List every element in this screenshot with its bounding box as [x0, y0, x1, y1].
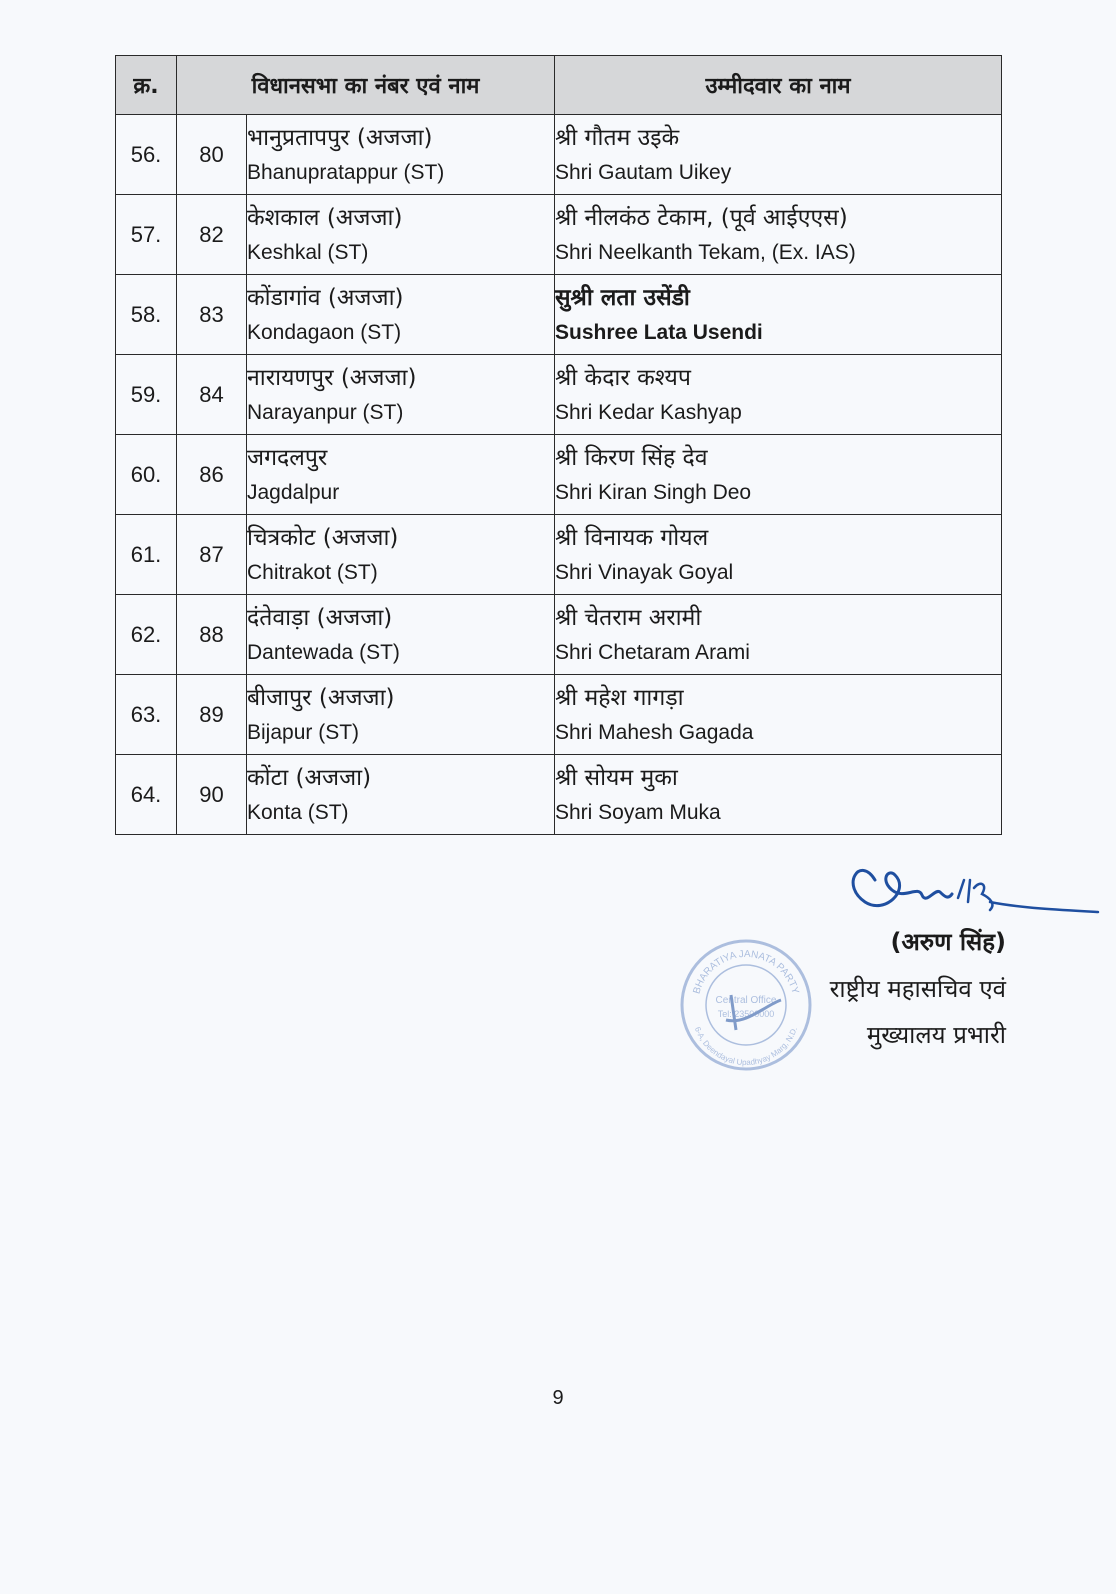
constituency-name-cell: [247, 275, 555, 355]
constituency-name-english: Konta (ST): [247, 800, 349, 824]
constituency-number-cell: 80: [177, 115, 247, 195]
serial-cell: 62.: [116, 595, 177, 675]
constituency-name-cell: [247, 195, 555, 275]
constituency-number-cell: 83: [177, 275, 247, 355]
table-row: [116, 355, 1002, 435]
serial-cell: 64.: [116, 755, 177, 835]
candidate-name-cell: [555, 755, 1002, 835]
table-row: [116, 515, 1002, 595]
header-constituency: विधानसभा का नंबर एवं नाम: [177, 56, 555, 115]
header-candidate: उम्मीदवार का नाम: [555, 56, 1002, 115]
candidate-name-hindi: श्री गौतम उइके: [555, 124, 680, 151]
svg-text:6-A, Deendayal Upadhyay Marg,: 6-A, Deendayal Upadhyay Marg, N.D.: [692, 1025, 800, 1068]
serial-cell: 58.: [116, 275, 177, 355]
candidate-name-cell: [555, 195, 1002, 275]
constituency-name-cell: [247, 515, 555, 595]
table-row: [116, 195, 1002, 275]
candidate-name-hindi: श्री नीलकंठ टेकाम, (पूर्व आईएएस): [555, 204, 848, 231]
serial-cell: 61.: [116, 515, 177, 595]
constituency-number-cell: 82: [177, 195, 247, 275]
candidate-name-cell: [555, 115, 1002, 195]
page-number: 9: [552, 1387, 564, 1409]
constituency-name-hindi: दंतेवाड़ा (अजजा): [247, 604, 393, 631]
candidate-name-hindi: श्री केदार कश्यप: [555, 364, 691, 391]
table-body: [116, 115, 1002, 835]
svg-text:Central Office: Central Office: [715, 995, 777, 1006]
serial-cell: 59.: [116, 355, 177, 435]
table-row: [116, 275, 1002, 355]
table-row: [116, 115, 1002, 195]
constituency-name-english: Keshkal (ST): [247, 240, 369, 264]
party-office-stamp: [676, 935, 816, 1075]
candidate-name-hindi: श्री महेश गागड़ा: [555, 684, 684, 711]
candidate-name-english: Shri Vinayak Goyal: [555, 560, 734, 584]
constituency-name-hindi: कोंडागांव (अजजा): [247, 284, 404, 311]
constituency-number-cell: 84: [177, 355, 247, 435]
table-row: [116, 595, 1002, 675]
candidate-name-cell: [555, 435, 1002, 515]
constituency-name-english: Chitrakot (ST): [247, 560, 378, 584]
candidate-name-hindi: सुश्री लता उसेंडी: [555, 284, 690, 311]
constituency-number-cell: 90: [177, 755, 247, 835]
candidate-name-hindi: श्री सोयम मुका: [555, 764, 678, 791]
candidate-name-cell: [555, 595, 1002, 675]
candidate-name-english: Shri Kedar Kashyap: [555, 400, 742, 424]
serial-cell: 56.: [116, 115, 177, 195]
candidate-name-english: Sushree Lata Usendi: [555, 320, 763, 344]
candidate-name-cell: [555, 675, 1002, 755]
constituency-name-hindi: केशकाल (अजजा): [247, 204, 403, 231]
svg-text:Tel: 23500000: Tel: 23500000: [717, 1009, 775, 1019]
signatory-title-line1: राष्ट्रीय महासचिव एवं: [829, 975, 1006, 1003]
candidate-name-english: Shri Neelkanth Tekam, (Ex. IAS): [555, 240, 856, 264]
constituency-name-english: Dantewada (ST): [247, 640, 400, 664]
constituency-name-hindi: कोंटा (अजजा): [247, 764, 372, 791]
constituency-name-hindi: बीजापुर (अजजा): [247, 684, 395, 711]
serial-cell: 60.: [116, 435, 177, 515]
constituency-name-hindi: जगदलपुर: [247, 444, 328, 471]
candidate-name-english: Shri Gautam Uikey: [555, 160, 732, 184]
table-row: [116, 435, 1002, 515]
constituency-name-english: Bijapur (ST): [247, 720, 360, 744]
candidate-name-hindi: श्री चेतराम अरामी: [555, 604, 702, 631]
candidate-name-cell: [555, 355, 1002, 435]
constituency-name-cell: [247, 355, 555, 435]
constituency-name-cell: [247, 675, 555, 755]
table-row: [116, 755, 1002, 835]
table-header-row: [116, 56, 1002, 115]
constituency-name-cell: [247, 755, 555, 835]
candidate-name-hindi: श्री किरण सिंह देव: [555, 444, 708, 471]
candidate-name-hindi: श्री विनायक गोयल: [555, 524, 709, 551]
constituency-name-cell: [247, 115, 555, 195]
constituency-name-english: Bhanupratappur (ST): [247, 160, 445, 184]
serial-cell: 63.: [116, 675, 177, 755]
constituency-number-cell: 89: [177, 675, 247, 755]
serial-cell: 57.: [116, 195, 177, 275]
signatory-title-line2: मुख्यालय प्रभारी: [866, 1021, 1006, 1049]
constituency-name-hindi: नारायणपुर (अजजा): [247, 364, 417, 391]
candidate-name-english: Shri Soyam Muka: [555, 800, 721, 824]
constituency-name-english: Jagdalpur: [247, 480, 340, 504]
svg-text:BHARATIYA JANATA PARTY: BHARATIYA JANATA PARTY: [691, 948, 801, 996]
constituency-number-cell: 88: [177, 595, 247, 675]
constituency-name-hindi: भानुप्रतापपुर (अजजा): [247, 124, 433, 151]
constituency-number-cell: 87: [177, 515, 247, 595]
constituency-name-cell: [247, 595, 555, 675]
constituency-name-cell: [247, 435, 555, 515]
constituency-number-cell: 86: [177, 435, 247, 515]
constituency-name-hindi: चित्रकोट (अजजा): [247, 524, 399, 551]
candidate-name-english: Shri Mahesh Gagada: [555, 720, 754, 744]
header-serial: क्र.: [116, 56, 177, 115]
constituency-name-english: Kondagaon (ST): [247, 320, 402, 344]
candidate-name-english: Shri Chetaram Arami: [555, 640, 750, 664]
signatory-name: (अरुण सिंह): [890, 928, 1006, 956]
constituency-name-english: Narayanpur (ST): [247, 400, 404, 424]
table-row: [116, 675, 1002, 755]
candidate-name-cell: [555, 515, 1002, 595]
candidate-name-english: Shri Kiran Singh Deo: [555, 480, 752, 504]
candidate-name-cell: [555, 275, 1002, 355]
candidates-table: [115, 55, 1002, 835]
